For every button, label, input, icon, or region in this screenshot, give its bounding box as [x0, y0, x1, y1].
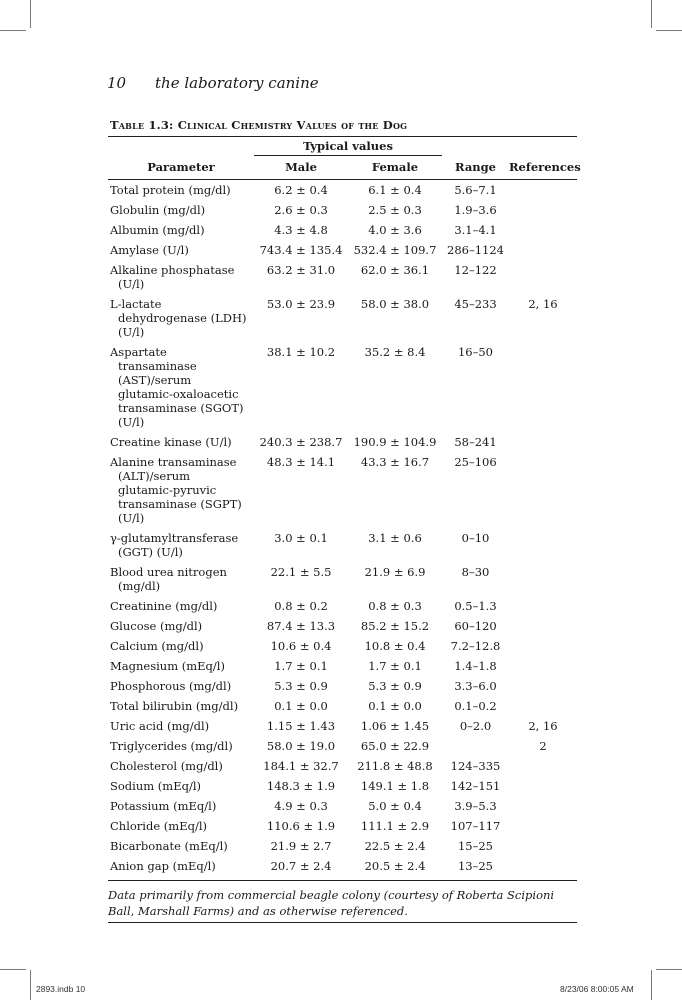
column-header-female: Female [348, 156, 442, 180]
cell-female: 65.0 ± 22.9 [360, 739, 430, 753]
cell-range: 1.9–3.6 [454, 203, 497, 217]
cell-references [509, 528, 577, 562]
table-row [108, 432, 577, 452]
cell-male: 20.7 ± 2.4 [270, 859, 332, 873]
cell-references [509, 220, 577, 240]
parameter-label: Bicarbonate (mEq/l) [110, 839, 228, 853]
table-row [108, 676, 577, 696]
table-row [108, 656, 577, 676]
cell-references [509, 562, 577, 596]
parameter-label: Aspartate transaminase (AST)/serum glutamic-oxaloacetic transaminase (SGOT) (U/l) [110, 345, 244, 429]
cell-male: 58.0 ± 19.0 [266, 739, 336, 753]
cell-parameter [108, 736, 254, 756]
cell-female: 111.1 ± 2.9 [360, 819, 430, 833]
cell-references [509, 342, 577, 432]
cell-references [509, 240, 577, 260]
cell-female: 3.1 ± 0.6 [368, 531, 422, 545]
parameter-label: γ-glutamyltransferase (GGT) (U/l) [110, 531, 239, 559]
cell-male: 184.1 ± 32.7 [263, 759, 339, 773]
cell-references [509, 260, 577, 294]
cell-references: 2 [539, 739, 547, 753]
cell-references [509, 816, 577, 836]
cell-range: 13–25 [457, 859, 494, 873]
cell-range: 25–106 [454, 455, 497, 469]
cell-male: 6.2 ± 0.4 [274, 183, 328, 197]
book-title: the laboratory canine [155, 74, 319, 92]
parameter-label: Blood urea nitrogen (mg/dl) [110, 565, 227, 593]
table-row [108, 856, 577, 876]
parameter-label: Glucose (mg/dl) [110, 619, 203, 633]
cell-male: 1.7 ± 0.1 [274, 659, 328, 673]
table-row [108, 696, 577, 716]
cell-female: 211.8 ± 48.8 [357, 759, 433, 773]
cell-range: 3.3–6.0 [454, 679, 497, 693]
parameter-label: Phosphorous (mg/dl) [110, 679, 232, 693]
cell-range: 107–117 [450, 819, 501, 833]
cell-references: 2, 16 [528, 719, 558, 733]
cell-range: 0–2.0 [459, 719, 492, 733]
cell-male: 4.9 ± 0.3 [274, 799, 328, 813]
table-row [108, 260, 577, 294]
cell-range: 5.6–7.1 [454, 183, 497, 197]
parameter-label: Albumin (mg/dl) [110, 223, 205, 237]
cell-parameter [108, 656, 254, 676]
cell-references [509, 596, 577, 616]
table-body [108, 180, 577, 877]
table-row [108, 452, 577, 528]
cell-female: 43.3 ± 16.7 [360, 455, 430, 469]
cell-references [509, 452, 577, 528]
cell-range: 60–120 [454, 619, 497, 633]
cell-female: 149.1 ± 1.8 [360, 779, 430, 793]
cell-parameter [108, 342, 254, 432]
table-row [108, 616, 577, 636]
parameter-label: Anion gap (mEq/l) [110, 859, 216, 873]
cell-female: 0.8 ± 0.3 [368, 599, 422, 613]
crop-mark-top-right-v [651, 0, 652, 28]
parameter-label: Creatinine (mg/dl) [110, 599, 218, 613]
cell-references [509, 636, 577, 656]
cell-male: 63.2 ± 31.0 [266, 263, 336, 277]
page-number: 10 [107, 74, 127, 92]
cell-references [509, 776, 577, 796]
table-row [108, 816, 577, 836]
table-row [108, 836, 577, 856]
table-row [108, 528, 577, 562]
crop-mark-bottom-right-h [656, 969, 682, 970]
column-header-male: Male [254, 156, 348, 180]
parameter-label: Alanine transaminase (ALT)/serum glutamic-pyruvic transaminase (SGPT) (U/l) [110, 455, 242, 525]
table-row [108, 200, 577, 220]
cell-range: 12–122 [454, 263, 497, 277]
parameter-label: Creatine kinase (U/l) [110, 435, 232, 449]
cell-references: 2, 16 [528, 297, 558, 311]
cell-male: 743.4 ± 135.4 [259, 243, 343, 257]
cell-male: 4.3 ± 4.8 [274, 223, 328, 237]
cell-male: 2.6 ± 0.3 [274, 203, 328, 217]
table-caption: Table 1.3: Clinical Chemistry Values of the Dog [110, 118, 408, 132]
table-row [108, 716, 577, 736]
cell-parameter [108, 756, 254, 776]
parameter-label: L-lactate dehydrogenase (LDH) (U/l) [110, 297, 247, 339]
table-row [108, 342, 577, 432]
crop-mark-bottom-left-v [30, 970, 31, 1000]
cell-male: 110.6 ± 1.9 [266, 819, 336, 833]
cell-parameter [108, 856, 254, 876]
cell-parameter [108, 716, 254, 736]
cell-range: 45–233 [454, 297, 497, 311]
cell-range: 0.1–0.2 [454, 699, 497, 713]
cell-range: 15–25 [457, 839, 494, 853]
cell-female: 190.9 ± 104.9 [353, 435, 437, 449]
cell-parameter [108, 220, 254, 240]
cell-range: 124–335 [450, 759, 501, 773]
footer-timestamp: 8/23/06 8:00:05 AM [560, 984, 634, 994]
cell-references [509, 656, 577, 676]
cell-range: 286–1124 [447, 243, 504, 257]
cell-male: 10.6 ± 0.4 [270, 639, 332, 653]
table-row [108, 220, 577, 240]
cell-female: 58.0 ± 38.0 [360, 297, 430, 311]
parameter-label: Sodium (mEq/l) [110, 779, 201, 793]
column-header-parameter: Parameter [108, 156, 254, 180]
cell-male: 0.1 ± 0.0 [274, 699, 328, 713]
parameter-label: Calcium (mg/dl) [110, 639, 204, 653]
cell-parameter [108, 696, 254, 716]
cell-parameter [108, 294, 254, 342]
table-container [108, 118, 581, 923]
cell-range: 3.9–5.3 [454, 799, 497, 813]
cell-male: 0.8 ± 0.2 [274, 599, 328, 613]
table-row [108, 240, 577, 260]
cell-female: 35.2 ± 8.4 [364, 345, 426, 359]
cell-female: 5.0 ± 0.4 [368, 799, 422, 813]
parameter-label: Uric acid (mg/dl) [110, 719, 210, 733]
cell-female: 85.2 ± 15.2 [360, 619, 430, 633]
cell-range: 0–10 [461, 531, 490, 545]
cell-references [509, 200, 577, 220]
crop-mark-top-left-h [0, 30, 26, 31]
running-head [107, 74, 319, 92]
cell-parameter [108, 452, 254, 528]
cell-female: 1.7 ± 0.1 [368, 659, 422, 673]
table-footnote: Data primarily from commercial beagle colony (courtesy of Roberta Scipioni Ball, Marshall Farms) and as otherwise referenced. [108, 880, 577, 923]
parameter-label: Potassium (mEq/l) [110, 799, 217, 813]
cell-references [509, 616, 577, 636]
parameter-label: Globulin (mg/dl) [110, 203, 206, 217]
table-row [108, 796, 577, 816]
cell-female: 4.0 ± 3.6 [368, 223, 422, 237]
cell-male: 48.3 ± 14.1 [266, 455, 336, 469]
crop-mark-bottom-left-h [0, 969, 26, 970]
cell-range: 3.1–4.1 [454, 223, 497, 237]
cell-parameter [108, 836, 254, 856]
parameter-label: Total bilirubin (mg/dl) [110, 699, 239, 713]
cell-male: 21.9 ± 2.7 [270, 839, 332, 853]
parameter-label: Cholesterol (mg/dl) [110, 759, 223, 773]
cell-parameter [108, 796, 254, 816]
table-row [108, 736, 577, 756]
parameter-label: Magnesium (mEq/l) [110, 659, 225, 673]
cell-female: 5.3 ± 0.9 [368, 679, 422, 693]
cell-parameter [108, 596, 254, 616]
table-row [108, 756, 577, 776]
group-header-typical-values: Typical values [254, 137, 442, 156]
table-row [108, 596, 577, 616]
cell-parameter [108, 180, 254, 201]
cell-male: 38.1 ± 10.2 [266, 345, 336, 359]
cell-range: 7.2–12.8 [450, 639, 501, 653]
cell-female: 2.5 ± 0.3 [368, 203, 422, 217]
cell-range: 8–30 [461, 565, 490, 579]
table-row [108, 776, 577, 796]
cell-parameter [108, 776, 254, 796]
cell-female: 22.5 ± 2.4 [364, 839, 426, 853]
cell-parameter [108, 636, 254, 656]
cell-female: 0.1 ± 0.0 [368, 699, 422, 713]
cell-female: 62.0 ± 36.1 [360, 263, 430, 277]
cell-references [509, 180, 577, 201]
cell-references [509, 432, 577, 452]
parameter-label: Alkaline phosphatase (U/l) [110, 263, 235, 291]
cell-range [442, 736, 509, 756]
table-row [108, 562, 577, 596]
cell-references [509, 836, 577, 856]
cell-parameter [108, 240, 254, 260]
cell-parameter [108, 260, 254, 294]
cell-range: 58–241 [454, 435, 497, 449]
cell-range: 142–151 [450, 779, 501, 793]
cell-male: 5.3 ± 0.9 [274, 679, 328, 693]
cell-parameter [108, 616, 254, 636]
cell-parameter [108, 200, 254, 220]
cell-range: 1.4–1.8 [454, 659, 497, 673]
parameter-label: Amylase (U/l) [110, 243, 189, 257]
crop-mark-bottom-right-v [651, 970, 652, 1000]
cell-references [509, 756, 577, 776]
cell-female: 20.5 ± 2.4 [364, 859, 426, 873]
clinical-chemistry-table [108, 136, 581, 876]
footer-file: 2893.indb 10 [36, 984, 86, 994]
table-row [108, 294, 577, 342]
cell-male: 22.1 ± 5.5 [270, 565, 332, 579]
cell-references [509, 676, 577, 696]
cell-male: 1.15 ± 1.43 [266, 719, 336, 733]
cell-female: 21.9 ± 6.9 [364, 565, 426, 579]
column-header-range: Range [442, 156, 509, 180]
cell-male: 148.3 ± 1.9 [266, 779, 336, 793]
cell-range: 0.5–1.3 [454, 599, 497, 613]
cell-female: 10.8 ± 0.4 [364, 639, 426, 653]
cell-male: 53.0 ± 23.9 [266, 297, 336, 311]
table-row [108, 636, 577, 656]
cell-parameter [108, 562, 254, 596]
cell-female: 6.1 ± 0.4 [368, 183, 422, 197]
cell-references [509, 796, 577, 816]
cell-references [509, 856, 577, 876]
table-row [108, 180, 577, 201]
crop-mark-top-left-v [30, 0, 31, 28]
parameter-label: Chloride (mEq/l) [110, 819, 207, 833]
cell-male: 240.3 ± 238.7 [259, 435, 343, 449]
column-header-references: References [509, 156, 577, 180]
cell-male: 87.4 ± 13.3 [266, 619, 336, 633]
cell-range: 16–50 [457, 345, 494, 359]
cell-parameter [108, 816, 254, 836]
cell-parameter [108, 676, 254, 696]
parameter-label: Triglycerides (mg/dl) [110, 739, 233, 753]
cell-female: 532.4 ± 109.7 [353, 243, 437, 257]
cell-references [509, 696, 577, 716]
cell-male: 3.0 ± 0.1 [274, 531, 328, 545]
cell-parameter [108, 432, 254, 452]
cell-female: 1.06 ± 1.45 [360, 719, 430, 733]
crop-mark-top-right-h [656, 30, 682, 31]
parameter-label: Total protein (mg/dl) [110, 183, 231, 197]
cell-parameter [108, 528, 254, 562]
